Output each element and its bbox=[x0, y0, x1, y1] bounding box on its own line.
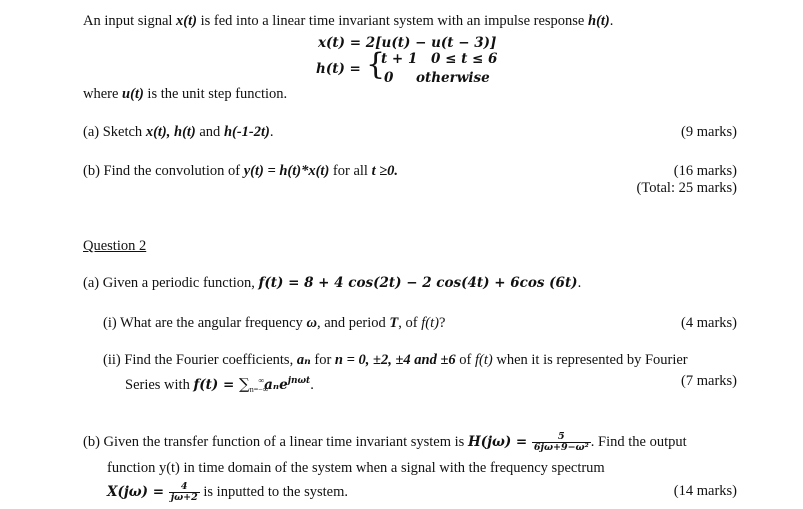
q1a-marks: (9 marks) bbox=[681, 124, 737, 140]
q2a-text-1: (a) Given a periodic function, bbox=[83, 275, 259, 291]
q2a-function: f(t) = 8 + 4 cos(2t) − 2 cos(4t) + 6cos (6t) bbox=[258, 275, 578, 291]
intro-text-1: An input signal bbox=[83, 13, 177, 29]
q2b-line-2: function y(t) in time domain of the system when a signal with the frequency spectrum bbox=[107, 460, 605, 476]
transfer-function-denominator: 6jω+9−ω² bbox=[533, 442, 589, 453]
q2b-marks: (14 marks) bbox=[673, 483, 737, 499]
q1b-marks: (16 marks) bbox=[673, 163, 737, 179]
equation-h-lhs: h(t) = bbox=[316, 61, 361, 77]
series-end: . bbox=[310, 377, 314, 393]
q2a-text-2: . bbox=[577, 275, 582, 291]
q1a-text-1: (a) Sketch bbox=[83, 124, 146, 140]
case2-cond: otherwise bbox=[416, 70, 490, 86]
series-lhs: f(t) = bbox=[193, 377, 239, 393]
var-omega: ω bbox=[306, 315, 317, 331]
var-x-t: x(t) bbox=[176, 13, 197, 29]
q2a-ii-series bbox=[125, 372, 314, 399]
sum-upper-limit: ∞ bbox=[258, 376, 265, 385]
sum-symbol: ∑ bbox=[239, 375, 250, 393]
q2a-ii-text-2: for bbox=[310, 352, 335, 368]
q2a-i-text bbox=[103, 314, 445, 332]
where-text bbox=[83, 85, 287, 103]
q2b-text-1: (b) Given the transfer function of a linear time invariant system is bbox=[83, 433, 468, 450]
q2a-i-text-2: , and period bbox=[316, 315, 390, 331]
series-exponent: jnωt bbox=[287, 376, 311, 387]
q1b-condition: t ≥0. bbox=[371, 163, 399, 179]
q1a-text bbox=[83, 123, 273, 141]
intro-text-2: is fed into a linear time invariant system with an impulse response bbox=[196, 13, 588, 29]
q1b-text-1: (b) Find the convolution of bbox=[83, 163, 244, 179]
q1a-text-3: . bbox=[269, 124, 274, 140]
q2a-i-text-4: ? bbox=[438, 315, 446, 331]
q1-total-marks: (Total: 25 marks) bbox=[636, 180, 737, 196]
q2b-text-3: is inputted to the system. bbox=[199, 483, 348, 500]
piecewise-brace: { bbox=[366, 47, 386, 82]
q2a-ii-marks: (7 marks) bbox=[681, 373, 737, 389]
q2a-ii-text-4: when it is represented by Fourier bbox=[492, 352, 688, 368]
transfer-function-lhs: H(jω) = bbox=[467, 433, 532, 450]
intro-text bbox=[83, 12, 613, 30]
transfer-function-fraction bbox=[532, 432, 591, 453]
series-text: Series with bbox=[125, 377, 194, 393]
question-2-heading: Question 2 bbox=[83, 238, 147, 254]
spectrum-lhs: X(jω) = bbox=[107, 483, 169, 500]
q2a-ii-text-1: (ii) Find the Fourier coefficients, bbox=[103, 352, 297, 368]
q2b-text-2: . Find the output bbox=[590, 433, 687, 450]
case2-expr: 0 bbox=[384, 70, 394, 86]
where-text-1: where bbox=[83, 86, 123, 102]
transfer-function-numerator: 5 bbox=[532, 432, 591, 443]
q1a-var-h: h(-1-2t) bbox=[223, 124, 270, 140]
q2a-i-text-1: (i) What are the angular frequency bbox=[103, 315, 307, 331]
q2b-text bbox=[83, 432, 687, 453]
q2b-line-3 bbox=[107, 482, 348, 503]
sum-lower-limit: n=−∞ bbox=[249, 385, 269, 394]
spectrum-denominator: jω+2 bbox=[170, 492, 198, 503]
var-f-t: f(t) bbox=[421, 315, 439, 331]
q1b-text-2: for all bbox=[329, 163, 372, 179]
q1b-text bbox=[83, 162, 398, 180]
q2a-i-text-3: , of bbox=[398, 315, 422, 331]
case1-expr: t + 1 bbox=[381, 51, 418, 67]
var-a-n: aₙ bbox=[296, 352, 311, 368]
q2a-ii-text-3: of bbox=[455, 352, 476, 368]
q1b-conv: y(t) = h(t)*x(t) bbox=[243, 163, 330, 179]
var-u-t: u(t) bbox=[122, 86, 144, 102]
intro-text-3: . bbox=[609, 13, 614, 29]
q2a-ii-text bbox=[103, 351, 688, 369]
equation-x: x(t) = 2[u(t) − u(t − 3)] bbox=[318, 35, 497, 51]
q1a-text-2: and bbox=[195, 124, 224, 140]
var-h-t: h(t) bbox=[588, 13, 610, 29]
where-text-2: is the unit step function. bbox=[143, 86, 288, 102]
q2a-text bbox=[83, 274, 581, 292]
n-values: n = 0, ±2, ±4 and ±6 bbox=[334, 352, 456, 368]
var-f-t-2: f(t) bbox=[475, 352, 493, 368]
spectrum-numerator: 4 bbox=[169, 482, 200, 493]
var-T: T bbox=[389, 315, 399, 331]
series-term: aₙe bbox=[264, 377, 288, 393]
q1a-vars: x(t), h(t) bbox=[145, 124, 196, 140]
q2a-i-marks: (4 marks) bbox=[681, 315, 737, 331]
case1-cond: 0 ≤ t ≤ 6 bbox=[431, 51, 498, 67]
spectrum-fraction bbox=[169, 482, 200, 503]
